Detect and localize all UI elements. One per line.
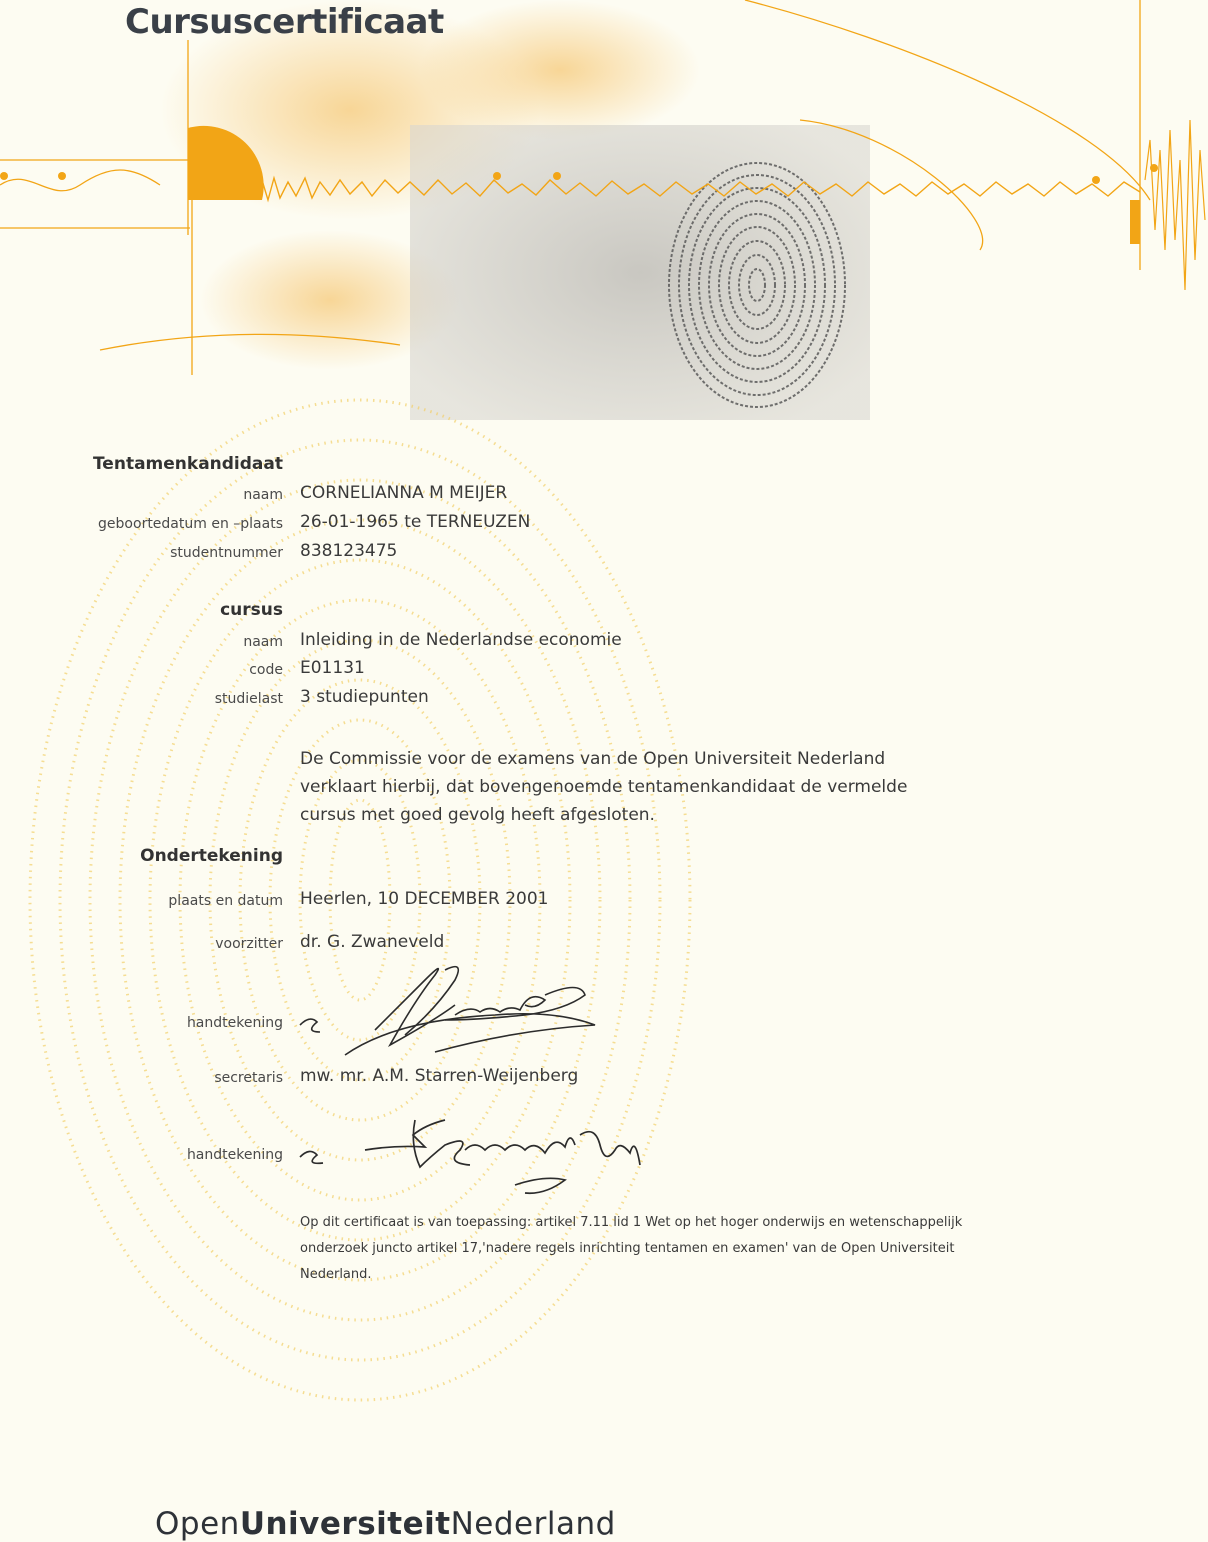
chair-label: voorzitter — [215, 936, 283, 952]
institution-logo — [155, 1506, 616, 1542]
course-code-label: code — [249, 662, 283, 678]
birth-date-place: 26-01-1965 te TERNEUZEN — [300, 512, 531, 532]
birth-label: geboortedatum en –plaats — [98, 516, 283, 532]
legal-footnote: Op dit certificaat is van toepassing: artikel 7.11 lid 1 Wet op het hoger onderwijs en wetenschappelijk onderzoek juncto artikel 17,'nadere regels inrichting tentamen en examen' van de Open Universiteit Nederland. — [300, 1215, 963, 1282]
logo-part-open: Open — [155, 1506, 240, 1542]
student-number: 838123475 — [300, 541, 398, 561]
secretary-name: mw. mr. A.M. Starren-Weijenberg — [300, 1066, 579, 1086]
secretary-label: secretaris — [214, 1070, 283, 1086]
logo-part-nederland: Nederland — [450, 1506, 616, 1542]
candidate-heading: Tentamenkandidaat — [92, 454, 283, 474]
course-name-label: naam — [243, 634, 283, 650]
signing-heading: Ondertekening — [140, 846, 283, 866]
logo-part-universiteit: Universiteit — [239, 1506, 451, 1542]
declaration-text: De Commissie voor de examens van de Open Universiteit Nederland verklaart hierbij, dat bovengenoemde tentamenkandidaat de vermelde cursus met goed gevolg heeft afgesloten. — [300, 749, 908, 825]
certificate-title: Cursuscertificaat — [125, 2, 444, 42]
chair-signature — [295, 960, 615, 1060]
chair-name: dr. G. Zwaneveld — [300, 932, 445, 952]
course-code: E01131 — [300, 658, 365, 678]
course-load-label: studielast — [214, 691, 283, 707]
course-heading: cursus — [220, 600, 283, 620]
place-date-label: plaats en datum — [168, 893, 283, 909]
candidate-name-label: naam — [243, 487, 283, 503]
place-date: Heerlen, 10 DECEMBER 2001 — [300, 889, 549, 909]
signature-label-secretary: handtekening — [186, 1147, 283, 1163]
student-number-label: studentnummer — [170, 545, 283, 561]
candidate-name: CORNELIANNA M MEIJER — [300, 483, 508, 503]
course-name: Inleiding in de Nederlandse economie — [300, 630, 622, 650]
signature-label-chair: handtekening — [186, 1015, 283, 1031]
course-load: 3 studiepunten — [300, 687, 429, 707]
secretary-signature — [295, 1105, 655, 1205]
